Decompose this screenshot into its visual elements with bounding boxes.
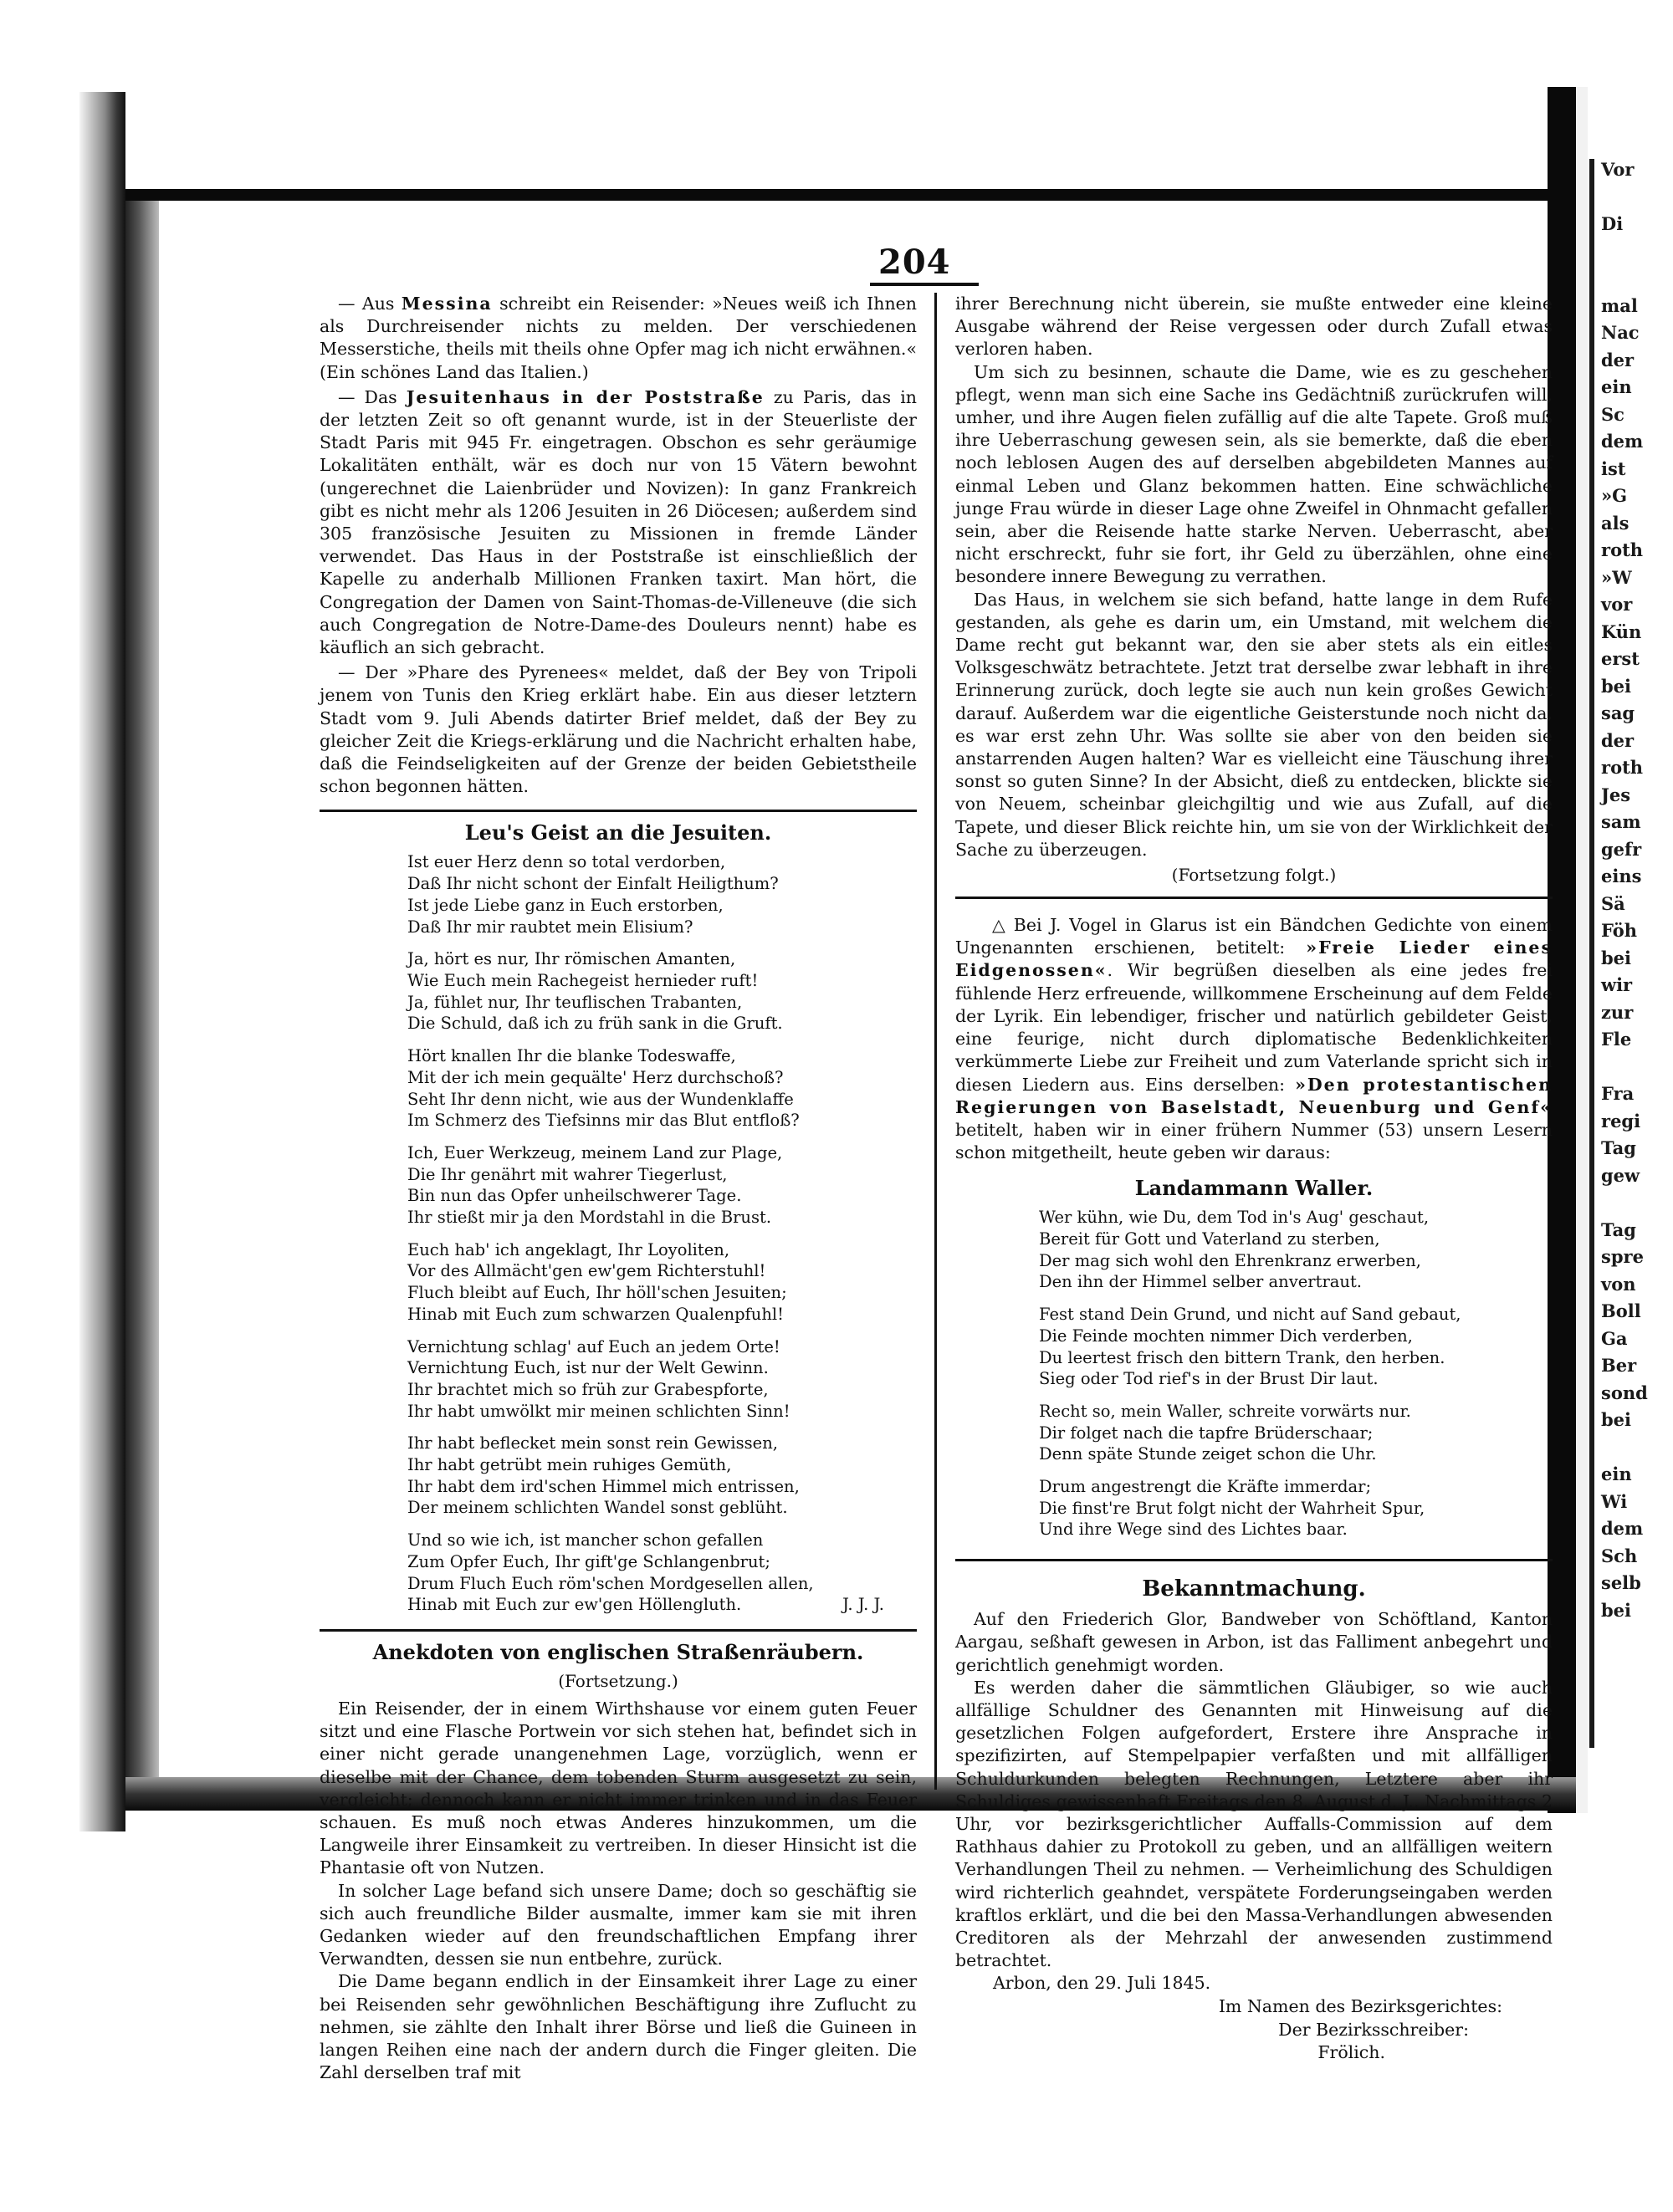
fragment-word bbox=[1594, 1056, 1673, 1084]
page-number-rule bbox=[870, 283, 979, 286]
poem-line: Ist jede Liebe ganz in Euch erstorben, bbox=[407, 895, 724, 915]
page-edge bbox=[125, 192, 159, 1806]
fragment-word: Wi bbox=[1601, 1490, 1628, 1512]
fragment-word bbox=[1594, 241, 1673, 268]
fragment-word: Vor bbox=[1601, 159, 1635, 180]
story-continued-paragraph: ihrer Berechnung nicht überein, sie mußte entweder eine kleine Ausgabe während der Reise vergessen oder durch Zufall etwas verloren haben. bbox=[955, 294, 1553, 360]
fragment-word: dem bbox=[1601, 431, 1644, 452]
poem-stanza bbox=[407, 948, 917, 1034]
section-rule bbox=[955, 897, 1553, 899]
poem-line: Vernichtung schlag' auf Euch an jedem Orte! bbox=[407, 1336, 780, 1356]
poem-line: Die Schuld, daß ich zu früh sank in die Gruft. bbox=[407, 1014, 783, 1034]
fragment-word: sam bbox=[1601, 811, 1641, 832]
fragment-word: Sc bbox=[1601, 403, 1624, 425]
fragment-word: gew bbox=[1601, 1164, 1640, 1186]
poem-line: Recht so, mein Waller, schreite vorwärts nur. bbox=[1039, 1401, 1411, 1421]
triangle-icon: △ bbox=[992, 915, 1005, 936]
poem-line: Daß Ihr mir raubtet mein Elisium? bbox=[407, 917, 693, 937]
poem-line: Der meinem schlichten Wandel sonst geblüht. bbox=[407, 1498, 788, 1518]
poem-stanza bbox=[407, 1433, 917, 1519]
poem-line: Mit der ich mein gequälte' Herz durchschoß? bbox=[407, 1067, 784, 1087]
poem-stanza bbox=[407, 1239, 917, 1326]
announcement-title: Bekanntmachung. bbox=[1142, 1576, 1366, 1602]
story-continued-paragraph: Das Haus, in welchem sie sich befand, hatte lange in dem Rufe gestanden, als gehe es darin um, ein Umstand, mit welchem die Dame recht gut bekannt war, den sie aber stets als ein eitles Volksgeschwätz betrachtete. Jetzt trat derselbe zwar lebhaft in ihre Erinnerung zurück, doch legte sie auch nun kein großes Gewicht darauf. Außerdem war die eigentliche Geisterstunde noch nicht da, es war erst zehn Uhr. Was sollte sie aber von den beiden sie anstarrenden Augen halten? War es vielleicht eine Täuschung ihrer sonst so guten Sinne? In der Absicht, dieß zu entdecken, blickte sie von Neuem, scheinbar gleichgiltig und wie aus Zufall, auf die Tapete, und dieser Blick reichte hin, um sie von der Wirklichkeit der Sache zu überzeugen. bbox=[955, 589, 1553, 860]
announcement-signature-court: Im Namen des Bezirksgerichtes: bbox=[1218, 1996, 1502, 2016]
poem-line: Ihr habt beflecket mein sonst rein Gewissen, bbox=[407, 1433, 778, 1453]
poem-line: Fluch bleibt auf Euch, Ihr höll'schen Jesuiten; bbox=[407, 1283, 787, 1303]
poem-line: Daß Ihr nicht schont der Einfalt Heiligthum? bbox=[407, 874, 779, 894]
poem-line: Wie Euch mein Rachegeist hernieder ruft! bbox=[407, 970, 759, 990]
fragment-word: von bbox=[1601, 1273, 1636, 1295]
fragment-word: ist bbox=[1601, 457, 1626, 479]
news-item-messina: — Aus Messina schreibt ein Reisender: »Neues weiß ich Ihnen als Durchreisender nichts zu melden. Der verschiedenen Messerstiche, theils mit theils ohne Opfer mag ich nicht erwähnen.« (Ein schönes Land das Italien.) bbox=[320, 294, 917, 382]
fragment-word: als bbox=[1601, 512, 1630, 534]
poem-stanza bbox=[407, 851, 917, 937]
poem-line: Und ihre Wege sind des Lichtes baar. bbox=[1039, 1520, 1348, 1540]
fragment-word: roth bbox=[1601, 539, 1644, 560]
fragment-word: selb bbox=[1601, 1572, 1641, 1593]
poem-stanza bbox=[1039, 1304, 1553, 1390]
fragment-word: vor bbox=[1601, 594, 1633, 615]
poem-stanza bbox=[407, 1530, 917, 1616]
fragment-word: regi bbox=[1601, 1110, 1641, 1132]
poem-waller bbox=[1039, 1207, 1553, 1540]
fragment-word bbox=[1594, 1192, 1673, 1219]
poem-line: Ihr habt dem ird'schen Himmel mich entrissen, bbox=[407, 1476, 800, 1496]
fragment-word: bei bbox=[1601, 1599, 1632, 1621]
fragment-word: bei bbox=[1601, 947, 1632, 968]
poem-stanza bbox=[1039, 1207, 1553, 1293]
fragment-word bbox=[1594, 268, 1673, 295]
fragment-word: mal bbox=[1601, 294, 1638, 316]
binding-shadow bbox=[79, 92, 125, 1831]
fragment-word: roth bbox=[1601, 757, 1644, 778]
poem-title: Leu's Geist an die Jesuiten. bbox=[464, 820, 772, 845]
poem-line: Bereit für Gott und Vaterland zu sterben, bbox=[1039, 1229, 1380, 1249]
poem-line: Den ihn der Himmel selber anvertraut. bbox=[1039, 1272, 1362, 1292]
poem-line: Ja, fühlet nur, Ihr teuflischen Trabanten, bbox=[407, 992, 743, 1012]
poem-line: Ihr habt umwölkt mir meinen schlichten Sinn! bbox=[407, 1401, 790, 1421]
poem-line: Hört knallen Ihr die blanke Todeswaffe, bbox=[407, 1046, 736, 1066]
fragment-word: gefr bbox=[1601, 838, 1642, 860]
poem-line: Ich, Euer Werkzeug, meinem Land zur Plage, bbox=[407, 1142, 783, 1162]
poem-line: Denn späte Stunde zeiget schon die Uhr. bbox=[1039, 1444, 1377, 1464]
fragment-word: Föh bbox=[1601, 920, 1638, 941]
section-rule bbox=[320, 810, 917, 812]
fragment-word: wir bbox=[1601, 974, 1633, 995]
fragment-word: Sch bbox=[1601, 1545, 1638, 1566]
poem-line: Ist euer Herz denn so total verdorben, bbox=[407, 852, 726, 872]
poem-line: Bin nun das Opfer unheilschwerer Tage. bbox=[407, 1186, 742, 1206]
poem-line: Vernichtung Euch, ist nur der Welt Gewinn. bbox=[407, 1358, 769, 1378]
news-item-tripoli: — Der »Phare des Pyrenees« meldet, daß der Bey von Tripoli jenem von Tunis den Krieg erklärt habe. Ein aus dieser letztern Stadt vom 9. Juli Abends datirter Brief meldet, daß der Bey zu gleicher Zeit die Kriegs-erklärung und die Nachricht erhalten habe, daß die Feindseligkeiten auf der Grenze der beiden Gebietstheile schon begonnen hätten. bbox=[320, 662, 917, 797]
fragment-word: Kün bbox=[1601, 621, 1642, 642]
fragment-word: Fle bbox=[1601, 1029, 1632, 1050]
story-paragraph: Die Dame begann endlich in der Einsamkeit ihrer Lage zu einer bei Reisenden sehr gewöhnlichen Beschäftigung ihre Zuflucht zu nehmen, sie zählte den Inhalt ihrer Börse und ließ die Guineen in langen Reihen eine nach der andern durch die Finger gleiten. Die Zahl derselben traf mit bbox=[320, 1971, 917, 2083]
poem-line: Seht Ihr denn nicht, wie aus der Wundenklaffe bbox=[407, 1089, 794, 1109]
story-continued-paragraph: Um sich zu besinnen, schaute die Dame, wie es zu geschehen pflegt, wenn man sich eine Sache ins Gedächtniß zurückrufen will, umher, und ihre Augen fielen zufällig auf die alte Tapete. Groß muß ihre Ueberraschung gewesen sein, als sie bemerkte, daß die eben noch leblosen Augen des auf derselben abgebildeten Mannes auf einmal Leben und Glanz bekommen hatten. Eine schwächliche junge Frau würde in dieser Lage ohne Zweifel in Ohnmacht gefallen sein, aber die Reisende hatte starke Nerven. Ueberrascht, aber nicht erschreckt, fuhr sie fort, ihr Geld zu überzählen, ohne eine besondere innere Bewegung zu verrathen. bbox=[955, 361, 1553, 587]
fragment-word: der bbox=[1601, 349, 1635, 370]
fragment-word: Jes bbox=[1601, 784, 1631, 805]
poem-line: Die finst're Brut folgt nicht der Wahrheit Spur, bbox=[1039, 1498, 1425, 1518]
announcement-paragraph: Es werden daher die sämmtlichen Gläubiger, so wie auch allfällige Schuldner des Genannten mit Hinweisung auf die gesetzlichen Folgen aufgefordert, Erstere ihre Ansprache in spezifizirten, auf Stempelpapier verfaßten und mit allfälligen Schuldurkunden belegten Rechnungen, Letztere aber ihr Schuldiges gewissenhaft Freitags den 8. August d. J., Nachmittags 2 Uhr, vor bezirksgerichtlicher Auffalls-Commission auf dem Rathhaus dahier zu Protokoll zu geben, und an allfälligen weitern Verhandlungen Theil zu nehmen. — Verheimlichung des Schuldigen wird richterlich geahndet, verspätete Forderungseingaben werden kraftlos erklärt, und die bei den Massa-Verhandlungen abwesenden Creditoren als der Mehrzahl der anwesenden zustimmend betrachtet. bbox=[955, 1677, 1553, 1971]
announcement-signature-name: Frölich. bbox=[1317, 2042, 1385, 2063]
poem-stanza bbox=[407, 1142, 917, 1229]
poem-stanza bbox=[407, 1336, 917, 1423]
story-paragraph: In solcher Lage befand sich unsere Dame; doch so geschäftig sie sich auch freundliche Bilder ausmalte, immer kam sie mit ihren Gedanken wieder auf den freundschaftlichen Empfang ihrer Verwandten, dessen sie nun entbehre, zurück. bbox=[320, 1880, 917, 1969]
fragment-word: ein bbox=[1601, 1464, 1632, 1484]
fragment-word bbox=[1594, 1437, 1673, 1464]
fragment-word: eins bbox=[1601, 866, 1642, 886]
poem-line: Fest stand Dein Grund, und nicht auf Sand gebaut, bbox=[1039, 1305, 1461, 1325]
book-notice: △ Bei J. Vogel in Glarus ist ein Bändchen Gedichte von einem Ungenannten erschienen, betitelt: »Freie Lieder eines Eidgenossen«. Wir begrüßen dieselben als eine jedes frei fühlende Herz erfreuende, willkommene Erscheinung auf dem Felde der Lyrik. Ein lebendiger, frischer und natürlich gebildeter Geist, eine feurige, nicht durch diplomatische Bedenklichkeiten verkümmerte Liebe zur Freiheit und zum Vaterlande spricht sich in diesen Liedern aus. Eins derselben: »Den protestantischen Regierungen von Baselstadt, Neuenburg und Genf« betitelt, haben wir in einer frühern Nummer (53) unsern Lesern schon mitgetheilt, heute geben wir daraus: bbox=[955, 915, 1553, 1163]
fragment-word: »G bbox=[1601, 485, 1628, 506]
announcement-paragraph: Auf den Friederich Glor, Bandweber von Schöftland, Kanton Aargau, seßhaft gewesen in Arbon, ist das Falliment anbegehrt und gerichtlich genehmigt worden. bbox=[955, 1609, 1553, 1675]
fragment-word: Ber bbox=[1601, 1355, 1637, 1376]
fragment-word: Fra bbox=[1601, 1083, 1635, 1104]
fragment-word: sond bbox=[1601, 1382, 1648, 1403]
poem-line: Ihr brachtet mich so früh zur Grabespforte, bbox=[407, 1379, 769, 1399]
poem-line: Ihr stießt mir ja den Mordstahl in die Brust. bbox=[407, 1208, 772, 1228]
fragment-word: Tag bbox=[1601, 1137, 1636, 1158]
column-divider bbox=[934, 293, 937, 1790]
fragment-word: spre bbox=[1601, 1246, 1644, 1267]
story-title: Anekdoten von englischen Straßenräubern. bbox=[372, 1639, 864, 1664]
poem-stanza bbox=[1039, 1476, 1553, 1540]
poem-leu bbox=[407, 851, 917, 1616]
section-rule bbox=[955, 1559, 1553, 1561]
fragment-word: Nac bbox=[1601, 322, 1640, 343]
poem-line: Dir folget nach die tapfre Brüderschaar; bbox=[1039, 1423, 1374, 1443]
right-column bbox=[955, 293, 1553, 2065]
section-rule bbox=[320, 1629, 917, 1632]
poem-line: Die Ihr genährt mit wahrer Tiegerlust, bbox=[407, 1164, 728, 1184]
fragment-word: zur bbox=[1601, 1001, 1634, 1023]
fragment-word: Ga bbox=[1601, 1327, 1628, 1349]
poem-stanza bbox=[407, 1045, 917, 1132]
poem-line: Ja, hört es nur, Ihr römischen Amanten, bbox=[407, 949, 736, 969]
page-gap bbox=[1576, 87, 1588, 1813]
poem-line: Drum angestrengt die Kräfte immerdar; bbox=[1039, 1477, 1372, 1497]
poem-line: Vor des Allmächt'gen ew'gem Richterstuhl! bbox=[407, 1261, 766, 1281]
poem-line: Hinab mit Euch zum schwarzen Qualenpfuhl! bbox=[407, 1304, 784, 1324]
fragment-word: Boll bbox=[1601, 1300, 1641, 1321]
poem-line: Die Feinde mochten nimmer Dich verderben, bbox=[1039, 1326, 1413, 1346]
next-page-fragment bbox=[1589, 159, 1673, 1748]
fragment-word bbox=[1594, 186, 1673, 214]
poem-line: Zum Opfer Euch, Ihr gift'ge Schlangenbrut; bbox=[407, 1551, 770, 1571]
poem-title: Landammann Waller. bbox=[1134, 1176, 1374, 1201]
poem-line bbox=[407, 1594, 884, 1616]
fragment-word: erst bbox=[1601, 648, 1640, 669]
fragment-word: dem bbox=[1601, 1518, 1644, 1539]
poem-signature: J. J. J. bbox=[842, 1595, 884, 1615]
poem-stanza bbox=[1039, 1401, 1553, 1465]
poem-line: Wer kühn, wie Du, dem Tod in's Aug' geschaut, bbox=[1039, 1208, 1430, 1228]
poem-line: Euch hab' ich angeklagt, Ihr Loyoliten, bbox=[407, 1239, 730, 1259]
fragment-word: bei bbox=[1601, 1409, 1632, 1430]
news-item-jesuitenhaus: — Das Jesuitenhaus in der Poststraße zu Paris, das in der letzten Zeit so oft genannt wurde, ist in der Steuerliste der Stadt Paris mit 945 Fr. eingetragen. Obschon es sehr geräumige Lokalitäten enthält, wär es doch nur von 15 Vätern bewohnt (ungerechnet die Laienbrüder und Novizen): In ganz Frankreich gibt es nicht mehr als 1206 Jesuiten in 26 Diöcesen; außerdem sind 305 französische Jesuiten zu Missionen in fremde Länder verwendet. Das Haus in der Poststraße ist einschließlich der Kapelle zu anderhalb Millionen Franken taxirt. Man hört, die Congregation der Damen von Saint-Thomas-de-Villeneuve (die sich auch Congregation de Notre-Dame-des Douleurs nennt) habe es käuflich an sich gebracht. bbox=[320, 386, 917, 658]
fragment-word: Sä bbox=[1601, 892, 1625, 914]
poem-line: Der mag sich wohl den Ehrenkranz erwerben, bbox=[1039, 1250, 1421, 1270]
poem-line: Sieg oder Tod rief's in der Brust Dir laut. bbox=[1039, 1369, 1379, 1389]
announcement-signature-title: Der Bezirksschreiber: bbox=[1278, 2019, 1469, 2040]
announcement-date: Arbon, den 29. Juli 1845. bbox=[993, 1973, 1211, 1994]
story-continuation-note: (Fortsetzung.) bbox=[558, 1670, 678, 1691]
story-paragraph: Ein Reisender, der in einem Wirthshause vor einem guten Feuer sitzt und eine Flasche Portwein vor sich stehen hat, befindet sich in einer nicht gerade unangenehmen Lage, vorzüglich, wenn er dieselbe mit der Chance, dem tobenden Sturm ausgesetzt zu sein, vergleicht; dennoch kann er nicht immer trinken und in das Feuer schauen. Es muß noch etwas Anderes hinzukommen, um die Langweile ihrer Einsamkeit zu vertreiben. In dieser Hinsicht ist die Phantasie oft von Nutzen. bbox=[320, 1698, 917, 1878]
fragment-word: bei bbox=[1601, 675, 1632, 697]
fragment-word: ein bbox=[1601, 376, 1632, 397]
fragment-word: Di bbox=[1601, 213, 1624, 234]
top-border bbox=[125, 189, 1573, 201]
poem-line: Du leertest frisch den bittern Trank, den herben. bbox=[1039, 1347, 1445, 1367]
poem-line-text: Hinab mit Euch zur ew'gen Höllengluth. bbox=[407, 1595, 742, 1615]
poem-line: Ihr habt getrübt mein ruhiges Gemüth, bbox=[407, 1455, 732, 1475]
page-number: 204 bbox=[878, 243, 951, 282]
poem-line: Im Schmerz des Tiefsinns mir das Blut entfloß? bbox=[407, 1111, 800, 1131]
to-be-continued-note: (Fortsetzung folgt.) bbox=[1171, 865, 1337, 886]
left-column bbox=[320, 293, 917, 2084]
fragment-word: Tag bbox=[1601, 1218, 1636, 1240]
poem-line: Und so wie ich, ist mancher schon gefallen bbox=[407, 1530, 764, 1550]
fragment-word: der bbox=[1601, 729, 1635, 751]
fragment-word: »W bbox=[1601, 566, 1632, 588]
poem-line: Drum Fluch Euch röm'schen Mordgesellen allen, bbox=[407, 1573, 814, 1593]
fragment-word: sag bbox=[1601, 702, 1635, 723]
